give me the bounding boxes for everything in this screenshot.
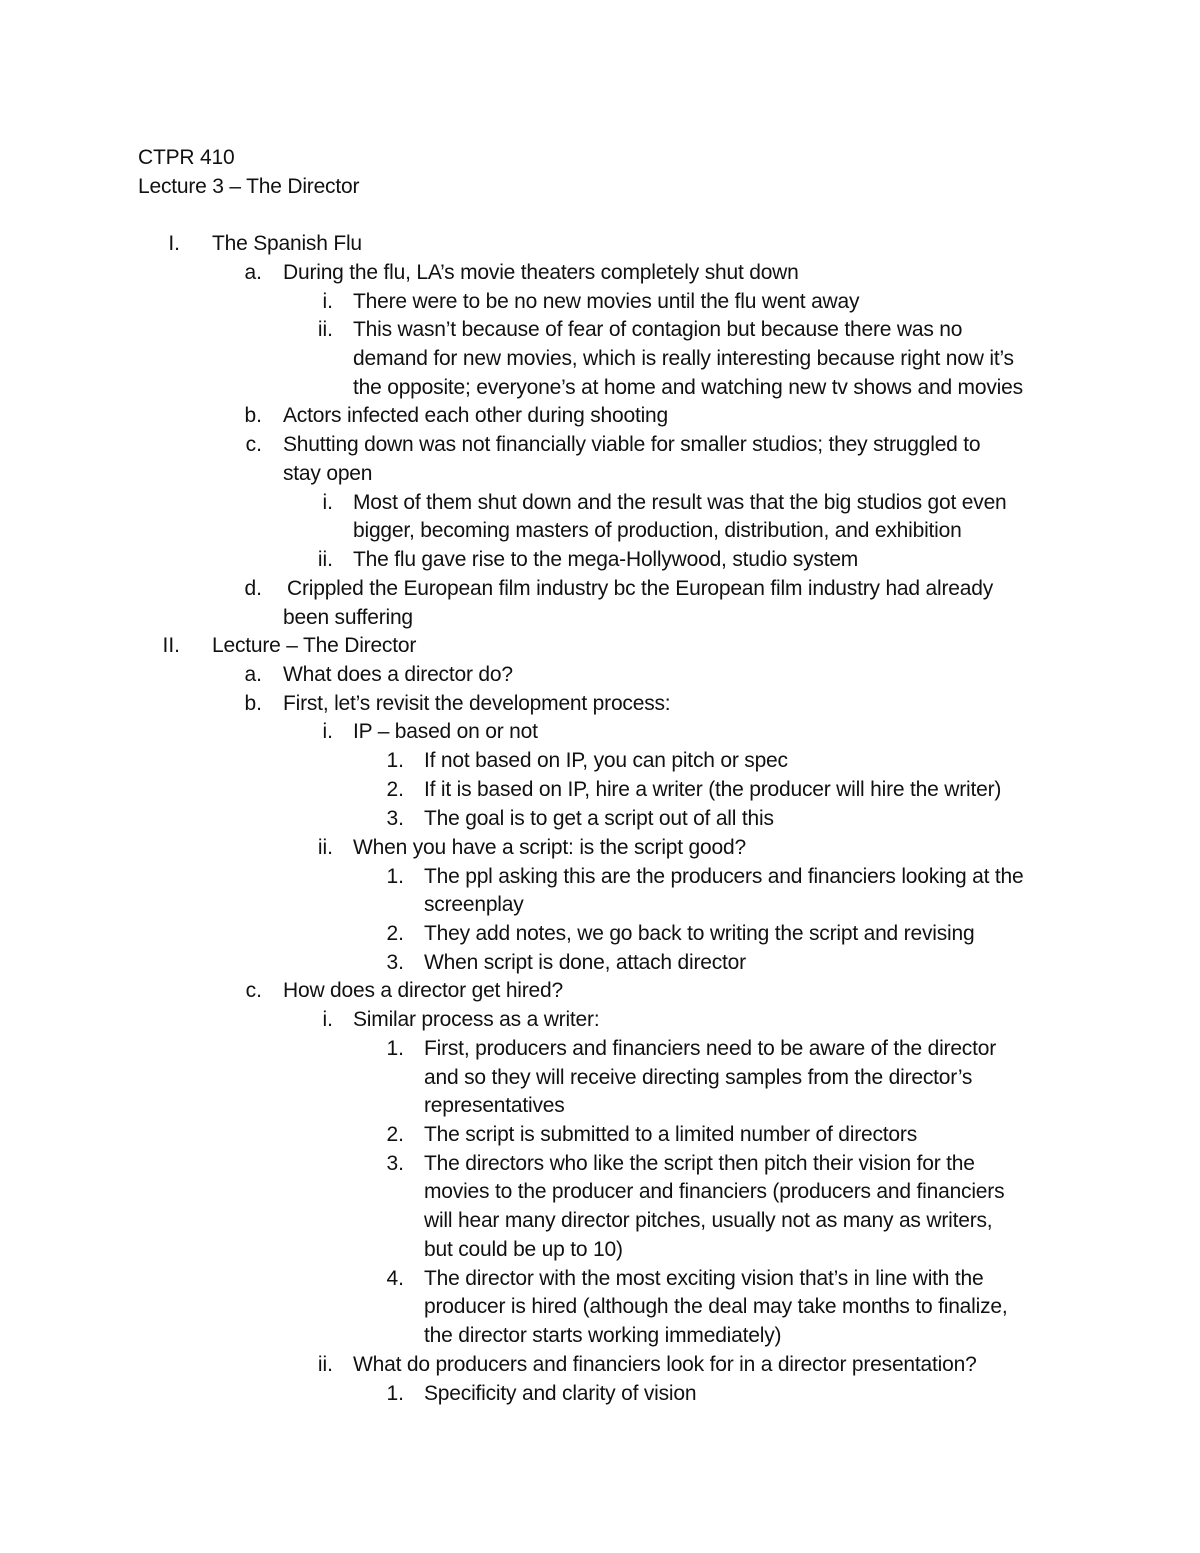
outline-marker: c. — [245, 433, 262, 456]
outline-marker: ii. — [317, 1353, 333, 1376]
outline-marker: ii. — [317, 318, 333, 341]
outline-item-line: and so they will receive directing samples from the director’s — [424, 1066, 973, 1089]
outline-item-line: but could be up to 10) — [424, 1238, 623, 1261]
outline-marker: i. — [322, 1008, 333, 1031]
outline-item-line: producer is hired (although the deal may take months to finalize, — [424, 1295, 1008, 1318]
outline-item-line: been suffering — [283, 606, 413, 629]
outline-item: The flu gave rise to the mega-Hollywood, studio system — [353, 548, 859, 571]
outline-item-line: First, producers and financiers need to be aware of the director — [424, 1037, 997, 1060]
outline-marker: I. — [168, 232, 180, 255]
outline-marker: II. — [162, 634, 180, 657]
outline-item: The goal is to get a script out of all this — [424, 807, 774, 830]
outline-marker: ii. — [317, 548, 333, 571]
outline-marker: 2. — [386, 1123, 404, 1146]
outline-marker: 3. — [386, 807, 404, 830]
outline-item-line: representatives — [424, 1094, 565, 1117]
outline-item-line: will hear many director pitches, usually not as many as writers, — [424, 1209, 993, 1232]
outline-marker: b. — [244, 692, 262, 715]
outline-marker: ii. — [317, 836, 333, 859]
outline-item: First, let’s revisit the development process: — [283, 692, 671, 715]
outline-item: During the flu, LA’s movie theaters completely shut down — [283, 261, 799, 284]
outline-item: What do producers and financiers look for in a director presentation? — [353, 1353, 977, 1376]
outline-item-line: stay open — [283, 462, 373, 485]
outline-marker: 1. — [386, 1037, 404, 1060]
outline-item-line: screenplay — [424, 893, 524, 916]
outline-marker: i. — [322, 491, 333, 514]
outline-item-line: The directors who like the script then pitch their vision for the — [424, 1152, 975, 1175]
section-heading: The Spanish Flu — [212, 232, 362, 255]
outline-item-line: The director with the most exciting vision that’s in line with the — [424, 1267, 984, 1290]
outline-item: What does a director do? — [283, 663, 513, 686]
outline-marker: a. — [244, 261, 262, 284]
outline-item: How does a director get hired? — [283, 979, 563, 1002]
outline-item-line: The script is submitted to a limited number of directors — [424, 1123, 917, 1146]
outline-item-line: bigger, becoming masters of production, distribution, and exhibition — [353, 519, 962, 542]
outline-marker: 3. — [386, 1152, 404, 1175]
outline-marker: i. — [322, 720, 333, 743]
outline-marker: 2. — [386, 922, 404, 945]
outline-marker: c. — [245, 979, 262, 1002]
outline-item-line: When script is done, attach director — [424, 951, 746, 974]
outline-item-line: demand for new movies, which is really interesting because right now it’s — [353, 347, 1014, 370]
outline-marker: 1. — [386, 865, 404, 888]
outline-marker: d. — [244, 577, 262, 600]
outline-item: IP – based on or not — [353, 720, 538, 743]
outline-item: If it is based on IP, hire a writer (the producer will hire the writer) — [424, 778, 1002, 801]
outline-marker: 2. — [386, 778, 404, 801]
outline-item-line: They add notes, we go back to writing the script and revising — [424, 922, 975, 945]
outline-item-line: This wasn’t because of fear of contagion but because there was no — [353, 318, 963, 341]
outline-marker: 4. — [386, 1267, 404, 1290]
outline-marker: a. — [244, 663, 262, 686]
outline-marker: b. — [244, 404, 262, 427]
outline-item-line: Specificity and clarity of vision — [424, 1382, 697, 1405]
outline-item: When you have a script: is the script good? — [353, 836, 746, 859]
course-title: CTPR 410 — [138, 146, 235, 169]
outline-marker: 3. — [386, 951, 404, 974]
outline-item: If not based on IP, you can pitch or spec — [424, 749, 788, 772]
outline-item-line: The ppl asking this are the producers and financiers looking at the — [424, 865, 1024, 888]
outline-item-line: Crippled the European film industry bc the European film industry had already — [287, 577, 993, 600]
outline-item-line: the opposite; everyone’s at home and watching new tv shows and movies — [353, 376, 1023, 399]
section-heading: Lecture – The Director — [212, 634, 417, 657]
outline-item: Similar process as a writer: — [353, 1008, 600, 1031]
outline-item: Actors infected each other during shooting — [283, 404, 669, 427]
outline-item-line: the director starts working immediately) — [424, 1324, 782, 1347]
outline-item-line: movies to the producer and financiers (producers and financiers — [424, 1180, 1005, 1203]
lecture-title: Lecture 3 – The Director — [138, 175, 360, 198]
outline-marker: i. — [322, 290, 333, 313]
outline-item-line: Most of them shut down and the result was that the big studios got even — [353, 491, 1007, 514]
outline-item: There were to be no new movies until the flu went away — [353, 290, 860, 313]
outline-marker: 1. — [386, 1382, 404, 1405]
outline-item-line: Shutting down was not financially viable for smaller studios; they struggled to — [283, 433, 981, 456]
outline-marker: 1. — [386, 749, 404, 772]
